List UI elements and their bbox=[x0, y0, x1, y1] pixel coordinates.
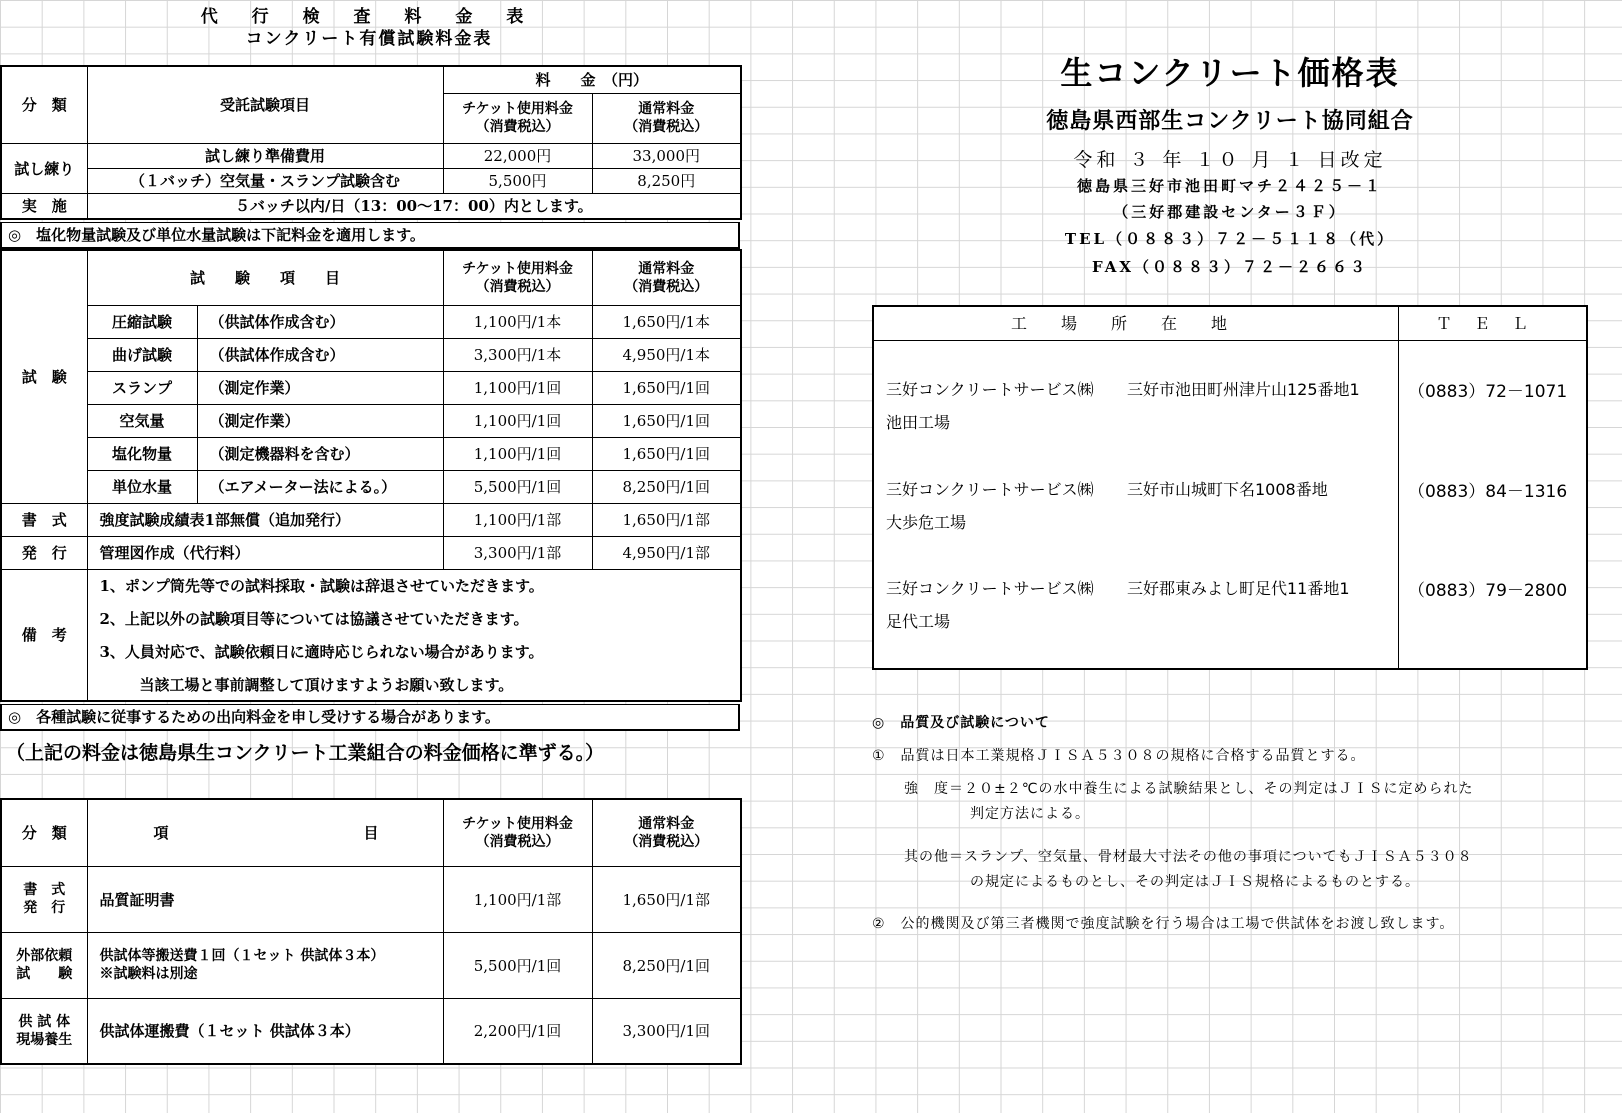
header-category: 分 類 bbox=[1, 799, 87, 866]
header-item-right: 目 bbox=[363, 824, 379, 843]
test-fee-table bbox=[0, 249, 742, 702]
fax-number: FAX（０８８３）７２－２６６３ bbox=[1091, 258, 1369, 276]
test-ticket: 5,500円/1回 bbox=[443, 470, 592, 503]
test-name: 単位水量 bbox=[87, 470, 197, 503]
header-test-item: 試 験 項 目 bbox=[87, 250, 443, 305]
issue-label-1: 書 式 bbox=[1, 503, 87, 536]
remark-line: 当該工場と事前調整して頂けますようお願い致します。 bbox=[87, 668, 741, 701]
impl-label: 実 施 bbox=[1, 193, 87, 219]
chloride-note: ◎ 塩化物量試験及び単位水量試験は下記料金を適用します。 bbox=[0, 222, 740, 249]
building-name: （三好郡建設センター３Ｆ） bbox=[1113, 203, 1347, 221]
column-divider bbox=[1398, 307, 1399, 668]
fee-table-title: 代 行 検 査 料 金 表 bbox=[200, 7, 538, 27]
test-normal: 8,250円/1回 bbox=[592, 470, 741, 503]
header-ticket-fee: チケット使用料金 （消費税込） bbox=[443, 799, 592, 866]
test-label: 試 験 bbox=[1, 250, 87, 503]
header-item-left: 項 bbox=[153, 824, 169, 843]
paid-test-title: コンクリート有償試験料金表 bbox=[245, 29, 493, 49]
cert-item: 供試体運搬費（１セット 供試体３本） bbox=[87, 998, 443, 1064]
issue-normal: 1,650円/1部 bbox=[592, 503, 741, 536]
quality-line: ① 品質は日本工業規格ＪＩＳＡ５３０８の規格に合格する品質とする。 bbox=[872, 748, 1366, 764]
header-normal-fee: 通常料金 （消費税込） bbox=[592, 799, 741, 866]
cert-ticket: 1,100円/1部 bbox=[443, 866, 592, 932]
issue-normal: 4,950円/1部 bbox=[592, 536, 741, 569]
header-fee: 料 金 （円） bbox=[443, 66, 741, 93]
header-item bbox=[87, 799, 443, 866]
cert-item: 品質証明書 bbox=[87, 866, 443, 932]
quality-line: 強 度＝２０±２℃の水中養生による試験結果とし、その判定はＪＩＳに定められた bbox=[904, 781, 1474, 797]
factory-company: 三好コンクリートサービス㈱ bbox=[886, 380, 1094, 399]
quality-heading: ◎ 品質及び試験について bbox=[872, 715, 1050, 731]
header-ticket-fee: チケット使用料金 （消費税込） bbox=[443, 250, 592, 305]
factory-address: 三好市山城町下名1008番地 bbox=[1127, 480, 1328, 499]
tel-number: TEL（０８８３）７２－５１１８（代） bbox=[1064, 230, 1396, 248]
test-ticket: 1,100円/1回 bbox=[443, 371, 592, 404]
header-factory-location: 工場所在地 bbox=[1010, 314, 1261, 333]
factory-plant: 足代工場 bbox=[886, 612, 951, 631]
trial-label: 試し練り bbox=[1, 143, 87, 193]
trial-mix-table bbox=[0, 65, 742, 220]
factory-plant: 池田工場 bbox=[886, 413, 951, 432]
remarks-label: 備 考 bbox=[1, 569, 87, 701]
test-normal: 1,650円/1回 bbox=[592, 437, 741, 470]
certificate-fee-table bbox=[0, 798, 742, 1065]
test-name: スランプ bbox=[87, 371, 197, 404]
header-normal-fee: 通常料金 （消費税込） bbox=[592, 250, 741, 305]
test-name: 空気量 bbox=[87, 404, 197, 437]
revision-date: 令和 ３ 年 １０ 月 １ 日改定 bbox=[1073, 149, 1387, 171]
test-normal: 1,650円/1本 bbox=[592, 305, 741, 338]
cert-category: 書 式 発 行 bbox=[1, 866, 87, 932]
trial-normal: 8,250円 bbox=[592, 168, 741, 193]
cert-ticket: 2,200円/1回 bbox=[443, 998, 592, 1064]
issue-item: 管理図作成（代行料） bbox=[87, 536, 443, 569]
factory-company: 三好コンクリートサービス㈱ bbox=[886, 579, 1094, 598]
cert-category: 外部依頼 試 験 bbox=[1, 932, 87, 998]
test-detail: （供試体作成含む） bbox=[197, 305, 443, 338]
issue-label-2: 発 行 bbox=[1, 536, 87, 569]
remark-line: 1、ポンプ筒先等での試料採取・試験は辞退させていただきます。 bbox=[87, 569, 741, 602]
remark-line: 3、人員対応で、試験依頼日に適時応じられない場合があります。 bbox=[87, 635, 741, 668]
cert-normal: 8,250円/1回 bbox=[592, 932, 741, 998]
test-normal: 1,650円/1回 bbox=[592, 371, 741, 404]
trial-ticket: 5,500円 bbox=[443, 168, 592, 193]
price-table-title: 生コンクリート価格表 bbox=[1060, 54, 1400, 92]
quality-line: 判定方法による。 bbox=[970, 806, 1090, 822]
trial-item: （１バッチ）空気量・スランプ試験含む bbox=[87, 168, 443, 193]
issue-ticket: 1,100円/1部 bbox=[443, 503, 592, 536]
dispatch-fee-note: ◎ 各種試験に従事するための出向料金を申し受けする場合があります。 bbox=[0, 704, 740, 731]
trial-ticket: 22,000円 bbox=[443, 143, 592, 168]
factory-address: 三好郡東みよし町足代11番地1 bbox=[1127, 579, 1350, 598]
factory-plant: 大歩危工場 bbox=[886, 513, 967, 532]
test-detail: （供試体作成含む） bbox=[197, 338, 443, 371]
trial-item: 試し練り準備費用 bbox=[87, 143, 443, 168]
cooperative-name: 徳島県西部生コンクリート協同組合 bbox=[1046, 109, 1414, 134]
issue-ticket: 3,300円/1部 bbox=[443, 536, 592, 569]
test-name: 曲げ試験 bbox=[87, 338, 197, 371]
test-ticket: 3,300円/1本 bbox=[443, 338, 592, 371]
quality-line: ② 公的機関及び第三者機関で強度試験を行う場合は工場で供試体をお渡し致します。 bbox=[872, 916, 1455, 932]
remark-line: 2、上記以外の試験項目等については協議させていただきます。 bbox=[87, 602, 741, 635]
test-detail: （測定機器料を含む） bbox=[197, 437, 443, 470]
cert-normal: 1,650円/1部 bbox=[592, 866, 741, 932]
header-factory-tel: ＴＥＬ bbox=[1435, 314, 1550, 333]
test-ticket: 1,100円/1本 bbox=[443, 305, 592, 338]
factory-tel: （0883）84－1316 bbox=[1408, 482, 1568, 502]
issue-item: 強度試験成績表1部無償（追加発行） bbox=[87, 503, 443, 536]
header-item: 受託試験項目 bbox=[87, 66, 443, 143]
test-detail: （測定作業） bbox=[197, 371, 443, 404]
factory-tel: （0883）79－2800 bbox=[1408, 581, 1568, 601]
factory-tel: （0883）72－1071 bbox=[1408, 382, 1568, 402]
trial-normal: 33,000円 bbox=[592, 143, 741, 168]
header-ticket-fee: チケット使用料金 （消費税込） bbox=[443, 93, 592, 143]
test-name: 塩化物量 bbox=[87, 437, 197, 470]
test-ticket: 1,100円/1回 bbox=[443, 437, 592, 470]
quality-line: 其の他＝スランプ、空気量、骨材最大寸法その他の事項についてもＪＩＳＡ５３０８ bbox=[904, 849, 1473, 865]
header-normal-fee: 通常料金 （消費税込） bbox=[592, 93, 741, 143]
pricing-basis-note: （上記の料金は徳島県生コンクリート工業組合の料金価格に準ずる。） bbox=[6, 742, 605, 764]
cert-normal: 3,300円/1回 bbox=[592, 998, 741, 1064]
factory-address: 三好市池田町州津片山125番地1 bbox=[1127, 380, 1360, 399]
cert-ticket: 5,500円/1回 bbox=[443, 932, 592, 998]
factory-table bbox=[872, 305, 1588, 670]
cert-item: 供試体等搬送費１回（１セット 供試体３本） ※試験料は別途 bbox=[87, 932, 443, 998]
header-category: 分 類 bbox=[1, 66, 87, 143]
test-detail: （測定作業） bbox=[197, 404, 443, 437]
test-name: 圧縮試験 bbox=[87, 305, 197, 338]
test-normal: 1,650円/1回 bbox=[592, 404, 741, 437]
cert-category: 供 試 体 現場養生 bbox=[1, 998, 87, 1064]
test-normal: 4,950円/1本 bbox=[592, 338, 741, 371]
address: 徳島県三好市池田町マチ２４２５－１ bbox=[1076, 177, 1383, 195]
impl-text: ５バッチ以内/日（13：00～17：00）内とします。 bbox=[87, 193, 741, 219]
test-detail: （エアメーター法による。） bbox=[197, 470, 443, 503]
test-ticket: 1,100円/1回 bbox=[443, 404, 592, 437]
quality-line: の規定によるものとし、その判定はＪＩＳ規格によるものとする。 bbox=[970, 874, 1420, 890]
factory-company: 三好コンクリートサービス㈱ bbox=[886, 480, 1094, 499]
